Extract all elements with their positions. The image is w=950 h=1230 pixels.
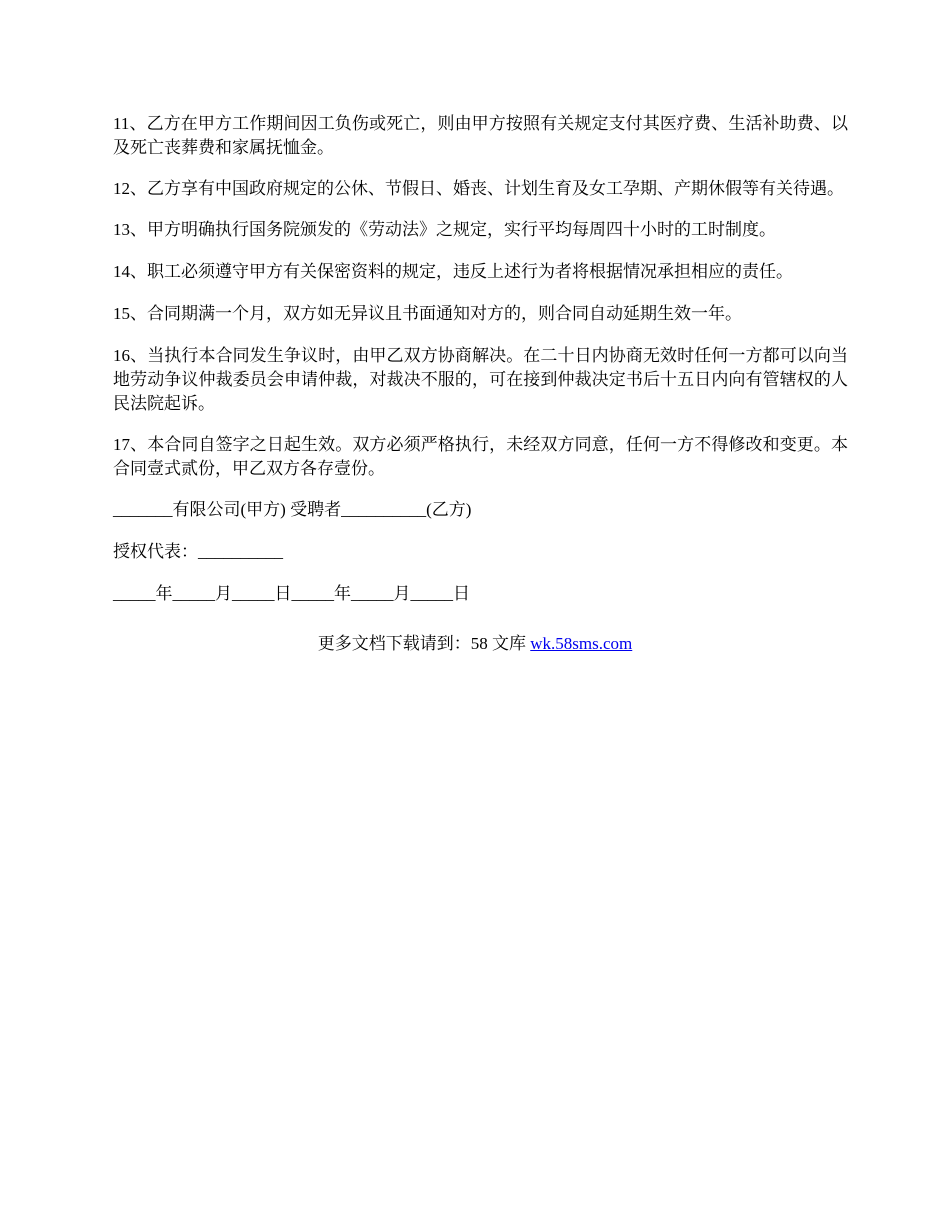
document-body <box>113 112 848 624</box>
download-footer <box>0 632 950 656</box>
footer-prefix: 更多文档下载请到：58 文库 <box>317 634 531 653</box>
footer-link[interactable]: wk.58sms.com <box>530 634 633 653</box>
clause-12: 12、乙方享有中国政府规定的公休、节假日、婚丧、计划生育及女工孕期、产期休假等有关待遇。 <box>113 179 844 198</box>
clause-11: 11、乙方在甲方工作期间因工负伤或死亡，则由甲方按照有关规定支付其医疗费、生活补助费、以及死亡丧葬费和家属抚恤金。 <box>113 114 848 157</box>
clause-13: 13、甲方明确执行国务院颁发的《劳动法》之规定，实行平均每周四十小时的工时制度。 <box>113 220 776 239</box>
signature-parties-line: _______有限公司(甲方) 受聘者__________(乙方) <box>113 500 472 519</box>
clause-15: 15、合同期满一个月，双方如无异议且书面通知对方的，则合同自动延期生效一年。 <box>113 304 742 323</box>
clause-17: 17、本合同自签字之日起生效。双方必须严格执行，未经双方同意，任何一方不得修改和变更。本合同壹式贰份，甲乙双方各存壹份。 <box>113 435 848 478</box>
signature-date-line: _____年_____月_____日_____年_____月_____日 <box>113 584 470 603</box>
signature-representative-line: 授权代表：__________ <box>113 542 283 561</box>
clause-16: 16、当执行本合同发生争议时，由甲乙双方协商解决。在二十日内协商无效时任何一方都可以向当地劳动争议仲裁委员会申请仲裁，对裁决不服的，可在接到仲裁决定书后十五日内向有管辖权的人民法院起诉。 <box>113 346 848 413</box>
clause-14: 14、职工必须遵守甲方有关保密资料的规定，违反上述行为者将根据情况承担相应的责任。 <box>113 262 793 281</box>
